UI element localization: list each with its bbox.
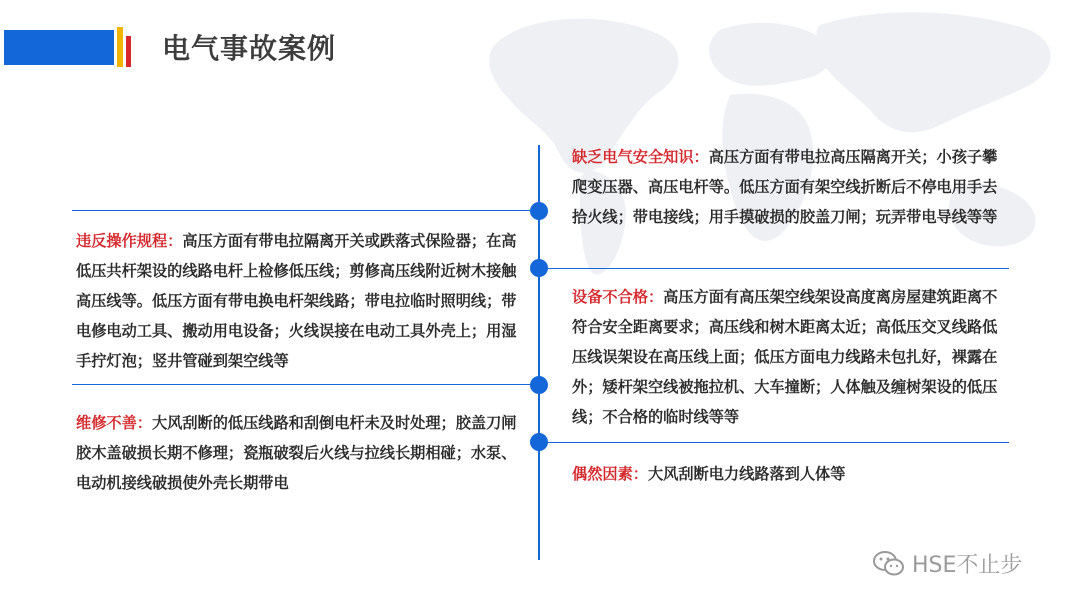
title-accent-yellow-bar [117,27,123,67]
divider-right-1 [539,268,1009,269]
page-title: 电气事故案例 [162,32,337,65]
watermark [872,548,1022,579]
title-accent-blue-bar [4,30,114,65]
divider-left-2 [72,384,539,385]
case-heading: 设备不合格： [572,288,664,306]
case-lack-of-knowledge [572,142,1004,232]
case-body: 大风刮断的低压线路和刮倒电杆未及时处理；胶盖刀闸胶木盖破损长期不修理；瓷瓶破裂后火线与拉线长期相碰；水泵、电动机接线破损使外壳长期带电 [76,414,517,492]
timeline-dot [530,376,548,394]
watermark-text: HSE不止步 [912,553,1023,578]
case-body: 高压方面有带电拉高压隔离开关；小孩子攀爬变压器、高压电杆等。低压方面有架空线折断后不停电用手去拾火线；带电接线；用手摸破损的胶盖刀闸；玩弄带电导线等等 [572,148,998,226]
case-body: 大风刮断电力线路落到人体等 [647,465,846,483]
divider-right-2 [539,442,1009,443]
timeline-dot [530,202,548,220]
timeline-dot [530,259,548,277]
case-heading: 偶然因素： [572,465,648,483]
case-accidental-factors [572,459,1004,489]
case-heading: 缺乏电气安全知识： [572,148,709,166]
case-poor-maintenance [76,408,531,498]
case-heading: 维修不善： [76,414,152,432]
case-body: 高压方面有带电拉隔离开关或跌落式保险器；在高低压共杆架设的线路电杆上检修低压线；剪修高压线附近树木接触高压线等。低压方面有带电换电杆架线路；带电拉临时照明线；带电修电动工具、搬动用电设备；火线误接在电动工具外壳上；用湿手拧灯泡；竖井管碰到架空线等 [76,232,517,370]
case-body: 高压方面有高压架空线架设高度离房屋建筑距离不符合安全距离要求；高压线和树木距离太近；高低压交叉线路低压线误架设在高压线上面；低压方面电力线路未包扎好，裸露在外；矮杆架空线被拖拉机、大车撞断；人体触及缠树架设的低压线；不合格的临时线等等 [572,288,998,426]
divider-left-1 [72,210,539,211]
case-operation-violation [76,226,531,376]
case-heading: 违反操作规程： [76,232,183,250]
case-unqualified-equipment [572,282,1004,432]
wechat-icon [872,550,906,578]
title-accent-red-bar [126,36,131,67]
timeline-dot [530,433,548,451]
